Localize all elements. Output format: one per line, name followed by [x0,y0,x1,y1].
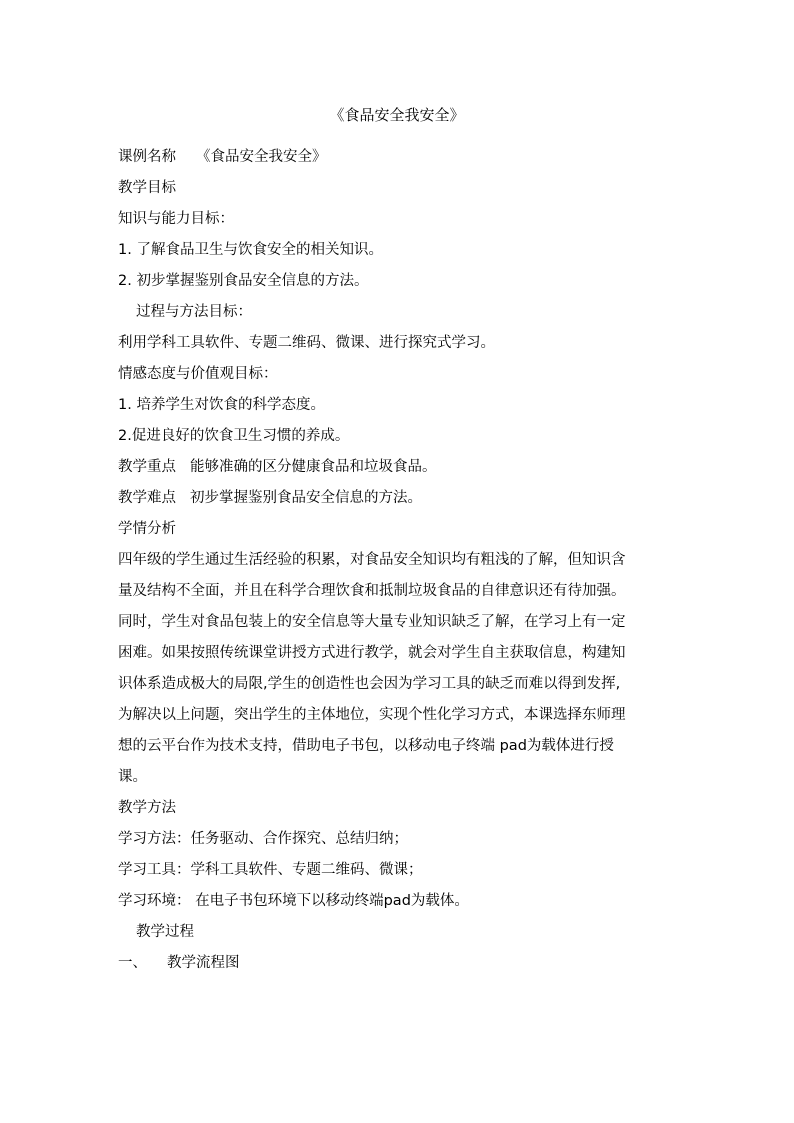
process-heading: 过程与方法目标： [136,304,252,320]
analysis-line: 困难。如果按照传统课堂讲授方式进行教学，就会对学生自主获取信息，构建知 [118,645,626,661]
key-point-value: 能够准确的区分健康食品和垃圾食品。 [190,459,437,475]
key-point-row [118,452,678,483]
analysis-line: 同时，学生对食品包装上的安全信息等大量专业知识缺乏了解，在学习上有一定 [118,614,626,630]
process-text: 利用学科工具软件、专题二维码、微课、进行探究式学习。 [118,335,495,351]
difficulty-row [118,483,678,514]
document-title: 《食品安全我安全》 [329,106,465,124]
knowledge-item-2: 2. 初步掌握鉴别食品安全信息的方法。 [118,273,369,289]
analysis-heading: 学情分析 [118,521,176,537]
methods-item-3: 学习环境： 在电子书包环境下以移动终端pad为载体。 [118,893,469,909]
methods-item-1: 学习方法：任务驱动、合作探究、总结归纳； [118,831,408,847]
objectives-heading: 教学目标 [118,180,176,196]
analysis-line: 想的云平台作为技术支持，借助电子书包，以移动电子终端 pad为载体进行授 [118,738,614,754]
analysis-line: 量及结构不全面，并且在科学合理饮食和抵制垃圾食品的自律意识还有待加强。 [118,583,626,599]
analysis-line: 为解决以上问题，突出学生的主体地位，实现个性化学习方式，本课选择东师理 [118,707,626,723]
methods-item-2: 学习工具：学科工具软件、专题二维码、微课； [118,862,423,878]
lesson-name-row [118,142,678,173]
flow-heading: 教学流程图 [167,955,240,971]
difficulty-value: 初步掌握鉴别食品安全信息的方法。 [190,490,422,506]
lesson-name-value: 《食品安全我安全》 [196,149,327,165]
knowledge-item-1: 1. 了解食品卫生与饮食安全的相关知识。 [118,242,383,258]
analysis-line: 识体系造成极大的局限,学生的创造性也会因为学习工具的缺乏而难以得到发挥, [118,676,621,692]
flow-number: 一、 [118,955,147,971]
methods-heading: 教学方法 [118,800,176,816]
emotion-heading: 情感态度与价值观目标： [118,366,278,382]
key-point-label: 教学重点 [118,459,176,475]
flow-heading-row [118,948,678,979]
analysis-line: 四年级的学生通过生活经验的积累，对食品安全知识均有粗浅的了解，但知识含 [118,552,626,568]
lesson-name-label: 课例名称 [118,149,176,165]
document-body [118,142,678,979]
analysis-line: 课。 [118,769,147,785]
difficulty-label: 教学难点 [118,490,176,506]
knowledge-heading: 知识与能力目标： [118,211,234,227]
process-section-heading: 教学过程 [136,924,194,940]
emotion-item-1: 1. 培养学生对饮食的科学态度。 [118,397,325,413]
analysis-paragraph [118,545,678,793]
emotion-item-2: 2.促进良好的饮食卫生习惯的养成。 [118,428,350,444]
